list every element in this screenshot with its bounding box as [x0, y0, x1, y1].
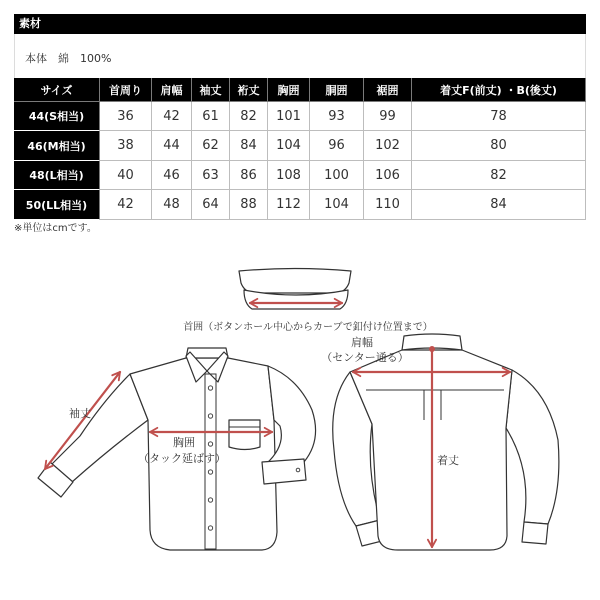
sleeve-label: 袖丈: [69, 407, 91, 420]
cell-chest: 112: [268, 190, 310, 220]
front-left-sleeve: [52, 374, 148, 482]
chest-label: 胸囲: [173, 436, 195, 449]
shirt-measurement-diagram: [0, 240, 600, 600]
cell-length: 78: [412, 102, 586, 131]
cell-hem: 106: [364, 161, 412, 190]
column-header-shoulder: 肩幅: [152, 78, 192, 102]
material-box: [14, 34, 586, 78]
shirt-back-illustration: [333, 334, 559, 550]
cell-waist: 104: [310, 190, 364, 220]
cell-neck: 40: [100, 161, 152, 190]
column-header-sleeve: 袖丈: [192, 78, 230, 102]
chest-note: （タック延ばす）: [138, 452, 226, 465]
cell-chest: 101: [268, 102, 310, 131]
cell-neck: 42: [100, 190, 152, 220]
collar-illustration: [239, 269, 351, 310]
cell-length: 80: [412, 131, 586, 161]
cell-yuki: 86: [230, 161, 268, 190]
cell-yuki: 84: [230, 131, 268, 161]
placket-button: [208, 386, 212, 390]
column-header-neck: 首周り: [100, 78, 152, 102]
shirt-front-illustration: [38, 348, 316, 550]
row-size-label: 46(M相当): [14, 131, 100, 161]
cell-sleeve: 64: [192, 190, 230, 220]
cell-chest: 104: [268, 131, 310, 161]
cell-hem: 102: [364, 131, 412, 161]
placket-button: [208, 414, 212, 418]
cell-neck: 38: [100, 131, 152, 161]
cell-shoulder: 48: [152, 190, 192, 220]
collar-outer: [239, 269, 351, 294]
row-size-label: 44(S相当): [14, 102, 100, 131]
material-header-bar: [14, 14, 586, 34]
neck-label: 首囲（ボタンホール中心からカーブで釦付け位置まで）: [183, 322, 433, 333]
column-header-chest: 胸囲: [268, 78, 310, 102]
cell-neck: 36: [100, 102, 152, 131]
cell-waist: 93: [310, 102, 364, 131]
length-label: 着丈: [437, 454, 459, 467]
cell-hem: 99: [364, 102, 412, 131]
shoulder-label: 肩幅: [351, 336, 373, 349]
cell-sleeve: 61: [192, 102, 230, 131]
cell-waist: 100: [310, 161, 364, 190]
row-size-label: 50(LL相当): [14, 190, 100, 220]
size-table: [14, 78, 586, 220]
placket-button: [208, 470, 212, 474]
cell-sleeve: 62: [192, 131, 230, 161]
placket-button: [208, 498, 212, 502]
cell-waist: 96: [310, 131, 364, 161]
placket-button: [208, 442, 212, 446]
unit-note: ※単位はcmです。: [14, 223, 97, 234]
chest-pocket: [229, 420, 260, 450]
shoulder-note: （センター通る）: [321, 351, 409, 364]
cell-chest: 108: [268, 161, 310, 190]
placket-button: [208, 526, 212, 530]
cell-shoulder: 46: [152, 161, 192, 190]
column-header-size: サイズ: [14, 78, 100, 102]
cell-shoulder: 44: [152, 131, 192, 161]
back-right-sleeve: [506, 370, 559, 524]
material-heading: 素材: [19, 17, 41, 30]
column-header-length: 着丈F(前丈) ・B(後丈): [412, 78, 586, 102]
cell-shoulder: 42: [152, 102, 192, 131]
material-text: 本体 綿 100%: [25, 52, 112, 65]
cell-yuki: 82: [230, 102, 268, 131]
column-header-hem: 裾囲: [364, 78, 412, 102]
cell-length: 84: [412, 190, 586, 220]
cell-hem: 110: [364, 190, 412, 220]
cell-length: 82: [412, 161, 586, 190]
column-header-yuki: 裄丈: [230, 78, 268, 102]
cell-yuki: 88: [230, 190, 268, 220]
back-right-cuff: [522, 522, 548, 544]
row-size-label: 48(L相当): [14, 161, 100, 190]
column-header-waist: 胴囲: [310, 78, 364, 102]
cuff-button: [296, 468, 300, 472]
cell-sleeve: 63: [192, 161, 230, 190]
